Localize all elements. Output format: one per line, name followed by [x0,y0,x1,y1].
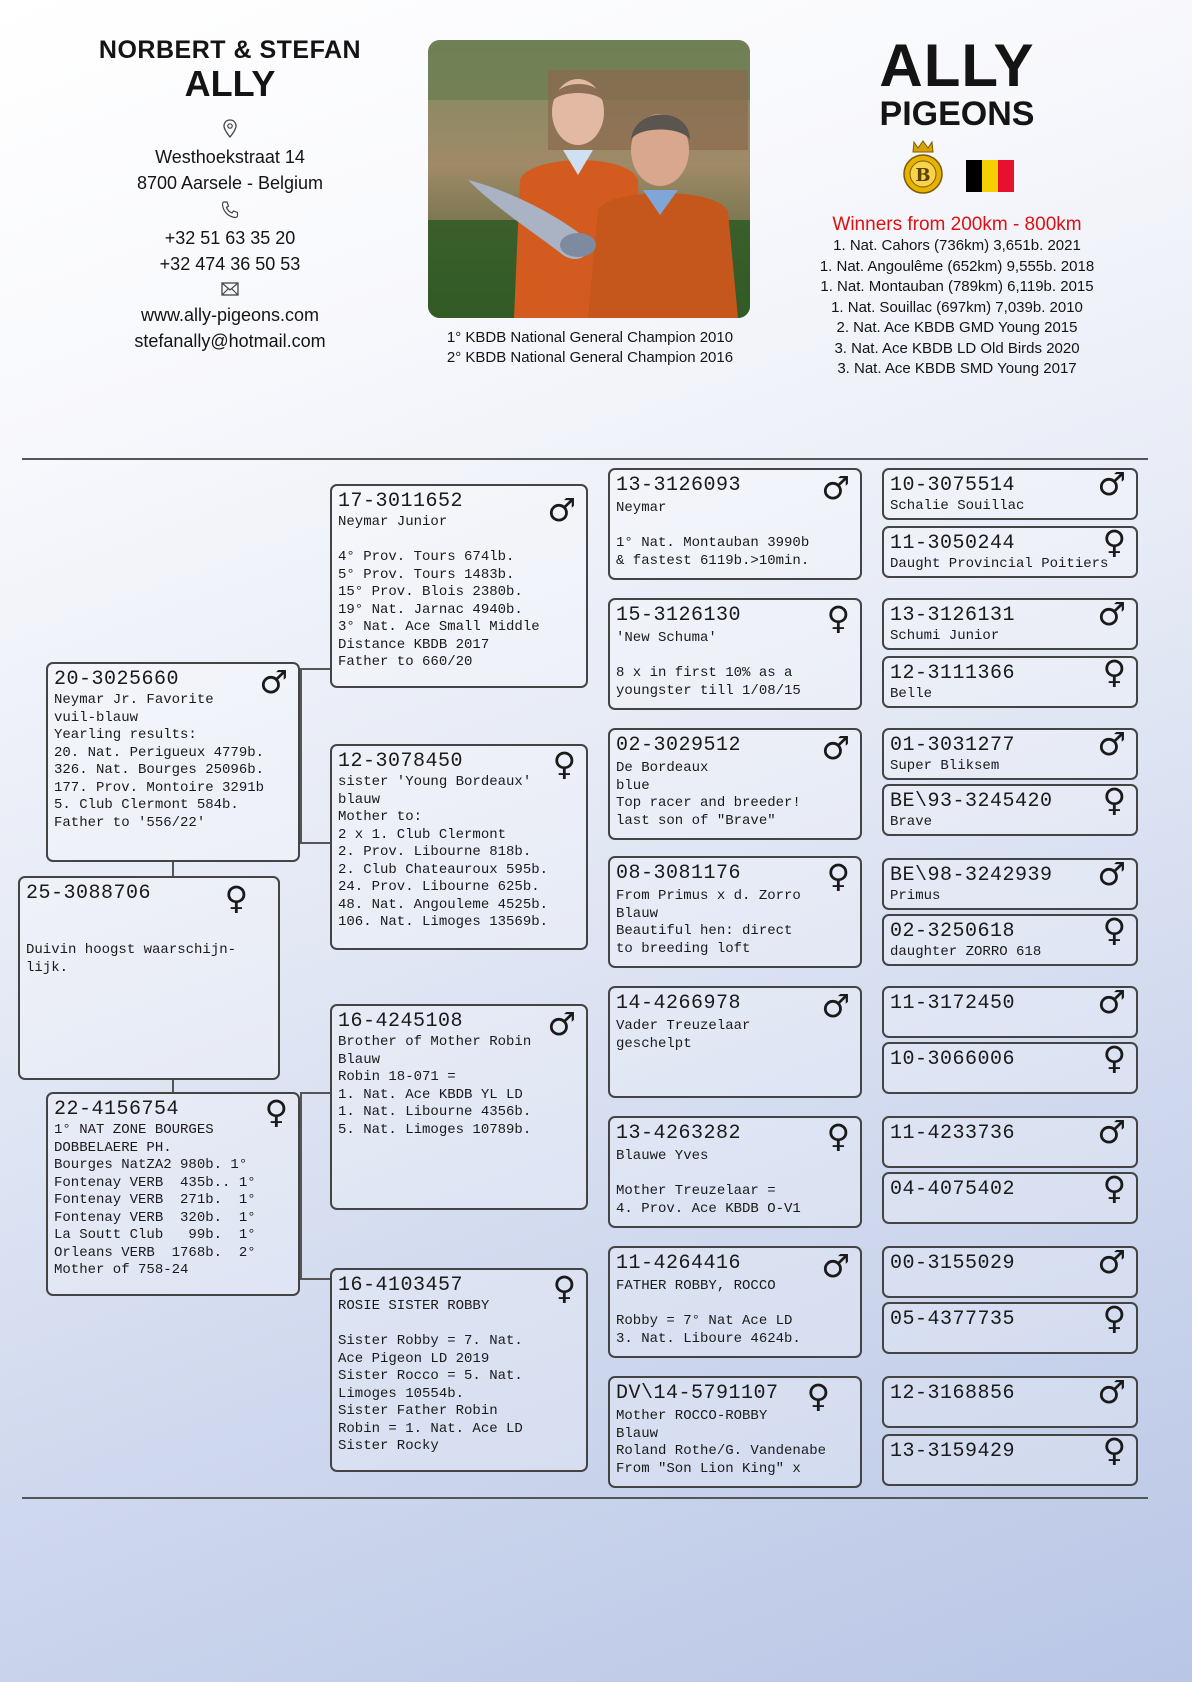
result-line: 1. Nat. Cahors (736km) 3,651b. 2021 [833,237,1081,254]
champion-title-2: 2° KBDB National General Champion 2016 [446,349,734,366]
pedigree-notes: Daught Provincial Poitiers [890,556,1109,572]
pedigree-notes: ROSIE SISTER ROBBY Sister Robby = 7. Nat. Ace Pigeon LD 2019 Sister Rocco = 5. Nat. Limoges 10554b. Sister Father Robin Robin = 1. Nat. Ace LD Sister Rocky [338,1298,523,1454]
male-symbol-icon: ♂ [821,469,850,507]
pedigree-card-gen4 [882,1434,1138,1486]
pedigree-card-gen3 [608,986,862,1098]
pedigree-card-gen4 [882,1302,1138,1354]
ring-number: 11-4233736 [890,1122,1016,1145]
pedigree-card-gen4 [882,914,1138,966]
male-symbol-icon: ♂ [547,1005,576,1043]
email-link[interactable]: stefanally@hotmail.com [134,331,326,351]
ring-number: 05-4377735 [890,1308,1016,1331]
ring-number: 12-3168856 [890,1382,1016,1405]
belgian-flag-icon [966,160,1014,192]
ring-number: 13-3126131 [890,604,1016,627]
female-symbol-icon: ♀ [552,745,576,783]
location-pin-icon [60,119,400,144]
result-line: 3. Nat. Ace KBDB SMD Young 2017 [837,360,1077,377]
male-symbol-icon: ♂ [1097,598,1126,633]
ring-number: 13-3159429 [890,1440,1016,1463]
top-divider [22,458,1148,460]
owner-surname: ALLY [184,63,276,104]
brand-subtitle: PIGEONS [879,95,1035,133]
ring-number: 08-3081176 [616,862,742,885]
pedigree-notes: Brother of Mother Robin Blauw Robin 18-071 = 1. Nat. Ace KBDB YL LD 1. Nat. Libourne 4356b. 5. Nat. Limoges 10789b. [338,1034,532,1138]
brand-block [792,32,1122,380]
result-line: 1. Nat. Montauban (789km) 6,119b. 2015 [820,278,1094,295]
owners-photo [428,40,750,318]
female-symbol-icon: ♀ [1102,656,1126,691]
female-symbol-icon: ♀ [806,1377,830,1415]
pedigree-card-gen4 [882,1116,1138,1168]
ring-number: 15-3126130 [616,604,742,627]
pedigree-card-gen3 [608,598,862,710]
badges [792,136,1122,206]
ring-number: 13-4263282 [616,1122,742,1145]
female-symbol-icon: ♀ [1102,526,1126,561]
address-line-2: 8700 Aarsele - Belgium [136,173,324,193]
pedigree-notes: Primus [890,888,941,904]
pedigree-card-gen2 [330,1004,588,1210]
owner-names: NORBERT & STEFAN [98,36,362,64]
pedigree-card-gen3 [608,728,862,840]
pedigree-notes: Schalie Souillac [890,498,1025,514]
pedigree-card-gen4 [882,1172,1138,1224]
pedigree-card-dam [46,1092,300,1296]
pedigree-notes: Belle [890,686,933,702]
pedigree-card-gen3 [608,856,862,968]
ring-number: BE\98-3242939 [890,864,1053,887]
pedigree-notes: Brave [890,814,933,830]
pedigree-card-gen4 [882,858,1138,910]
ring-number: 16-4103457 [338,1274,464,1297]
pedigree-card-gen2 [330,1268,588,1472]
ring-number: DV\14-5791107 [616,1382,779,1405]
ring-number: 12-3078450 [338,750,464,773]
female-symbol-icon: ♀ [1102,1434,1126,1469]
pedigree-card-gen4 [882,1042,1138,1094]
pedigree-card-gen4 [882,986,1138,1038]
ring-number: 17-3011652 [338,490,464,513]
pedigree-notes: Neymar Jr. Favorite vuil-blauw Yearling results: 20. Nat. Perigueux 4779b. 326. Nat. Bourges 25096b. 177. Prov. Montoire 3291b 5. Club Clermont 584b. Father to '556/22' [54,692,265,831]
ring-number: 11-3172450 [890,992,1016,1015]
ring-number: 13-3126093 [616,474,742,497]
female-symbol-icon: ♀ [552,1269,576,1307]
winners-heading: Winners from 200km - 800km [832,214,1082,235]
male-symbol-icon: ♂ [821,729,850,767]
ring-number: 14-4266978 [616,992,742,1015]
pedigree-card-gen4 [882,1246,1138,1298]
pedigree-card-gen4 [882,656,1138,708]
phone-2: +32 474 36 50 53 [159,254,301,274]
pedigree-notes: From Primus x d. Zorro Blauw Beautiful hen: direct to breeding loft [616,888,801,957]
svg-text:B: B [915,165,931,186]
phone-1: +32 51 63 35 20 [164,228,296,248]
ring-number: 02-3250618 [890,920,1016,943]
ring-number: 11-4264416 [616,1252,742,1275]
pedigree-card-gen4 [882,468,1138,520]
ring-number: 16-4245108 [338,1010,464,1033]
female-symbol-icon: ♀ [1102,1042,1126,1077]
ring-number: 12-3111366 [890,662,1016,685]
champion-title-1: 1° KBDB National General Champion 2010 [446,329,734,346]
pedigree-notes: De Bordeaux blue Top racer and breeder! last son of "Brave" [616,760,801,829]
ring-number: 01-3031277 [890,734,1016,757]
address-line-1: Westhoekstraat 14 [155,147,305,167]
phone-icon [60,200,400,225]
pedigree-card-gen4 [882,728,1138,780]
pedigree-card-gen4 [882,598,1138,650]
male-symbol-icon: ♂ [259,663,288,701]
female-symbol-icon: ♀ [826,599,850,637]
ring-number: 25-3088706 [26,882,152,905]
pedigree-notes: Neymar Junior 4° Prov. Tours 674lb. 5° Prov. Tours 1483b. 15° Prov. Blois 2380b. 19° Nat. Jarnac 4940b. 3° Nat. Ace Small Middle Distance KBDB 2017 Father to 660/20 [338,514,540,670]
pedigree-card-gen2 [330,484,588,688]
pedigree-notes: Blauwe Yves Mother Treuzelaar = 4. Prov. Ace KBDB O-V1 [616,1148,801,1217]
male-symbol-icon: ♂ [547,491,576,529]
bottom-divider [22,1497,1148,1499]
female-symbol-icon: ♀ [1102,1302,1126,1337]
pedigree-card-gen4 [882,526,1138,578]
male-symbol-icon: ♂ [1097,1116,1126,1151]
female-symbol-icon: ♀ [826,1117,850,1155]
male-symbol-icon: ♂ [1097,468,1126,503]
ring-number: 04-4075402 [890,1178,1016,1201]
ring-number: 11-3050244 [890,532,1016,555]
pedigree-card-gen4 [882,784,1138,836]
result-line: 3. Nat. Ace KBDB LD Old Birds 2020 [834,339,1080,357]
female-symbol-icon: ♀ [264,1093,288,1131]
pedigree-notes: FATHER ROBBY, ROCCO Robby = 7° Nat Ace LD 3. Nat. Liboure 4624b. [616,1278,801,1347]
pedigree-notes: Mother ROCCO-ROBBY Blauw Roland Rothe/G. Vandenabe From "Son Lion King" x [616,1408,827,1477]
female-symbol-icon: ♀ [224,879,248,917]
result-line: 1. Nat. Angoulême (652km) 9,555b. 2018 [819,257,1095,275]
website-link[interactable]: www.ally-pigeons.com [140,305,320,325]
pedigree-notes: Schumi Junior [890,628,1000,644]
pedigree-notes: Duivin hoogst waarschijn- lijk. [26,942,237,976]
male-symbol-icon: ♂ [1097,858,1126,893]
female-symbol-icon: ♀ [1102,784,1126,819]
pedigree-card-gen3 [608,1246,862,1358]
pedigree-card-gen3 [608,1116,862,1228]
result-line: 1. Nat. Souillac (697km) 7,039b. 2010 [831,298,1083,316]
ring-number: 10-3066006 [890,1048,1016,1071]
ring-number: BE\93-3245420 [890,790,1053,813]
pedigree-notes: daughter ZORRO 618 [890,944,1042,960]
pedigree-notes: Neymar 1° Nat. Montauban 3990b & fastest 6119b.>10min. [616,500,810,569]
pedigree-card-gen3 [608,468,862,580]
ring-number: 02-3029512 [616,734,742,757]
pedigree-notes: 1° NAT ZONE BOURGES DOBBELAERE PH. Bourges NatZA2 980b. 1° Fontenay VERB 435b.. 1° Fontenay VERB 271b. 1° Fontenay VERB 320b. 1° La Soutt Club 99b. 1° Orleans VERB 1768b. 2° Mother of 758-24 [54,1122,256,1278]
pedigree-notes: sister 'Young Bordeaux' blauw Mother to: 2 x 1. Club Clermont 2. Prov. Libourne 818b. 2. Club Chateauroux 595b. 24. Prov. Libourne 625b. 48. Nat. Angouleme 4525b. 106. Nat. Limoges 13569b. [338,774,549,930]
ring-number: 20-3025660 [54,668,180,691]
pedigree-card-sire [46,662,300,862]
male-symbol-icon: ♂ [1097,1246,1126,1281]
contact-block [60,36,400,354]
female-symbol-icon: ♀ [1102,1172,1126,1207]
pedigree-card-subject [18,876,280,1080]
ring-number: 22-4156754 [54,1098,180,1121]
kbdb-logo-icon [900,138,946,207]
male-symbol-icon: ♂ [821,987,850,1025]
ring-number: 00-3155029 [890,1252,1016,1275]
envelope-icon [60,281,400,302]
pedigree-card-gen3 [608,1376,862,1488]
pedigree-notes: Vader Treuzelaar geschelpt [616,1018,751,1052]
brand-title: ALLY [879,32,1035,99]
male-symbol-icon: ♂ [821,1247,850,1285]
male-symbol-icon: ♂ [1097,728,1126,763]
pedigree-card-gen2 [330,744,588,950]
ring-number: 10-3075514 [890,474,1016,497]
result-line: 2. Nat. Ace KBDB GMD Young 2015 [836,319,1078,336]
pedigree-card-gen4 [882,1376,1138,1428]
male-symbol-icon: ♂ [1097,1376,1126,1411]
female-symbol-icon: ♀ [826,857,850,895]
champion-titles [410,328,770,368]
female-symbol-icon: ♀ [1102,914,1126,949]
pedigree-notes: Super Bliksem [890,758,1000,774]
male-symbol-icon: ♂ [1097,986,1126,1021]
pedigree-notes: 'New Schuma' 8 x in first 10% as a youngster till 1/08/15 [616,630,801,699]
